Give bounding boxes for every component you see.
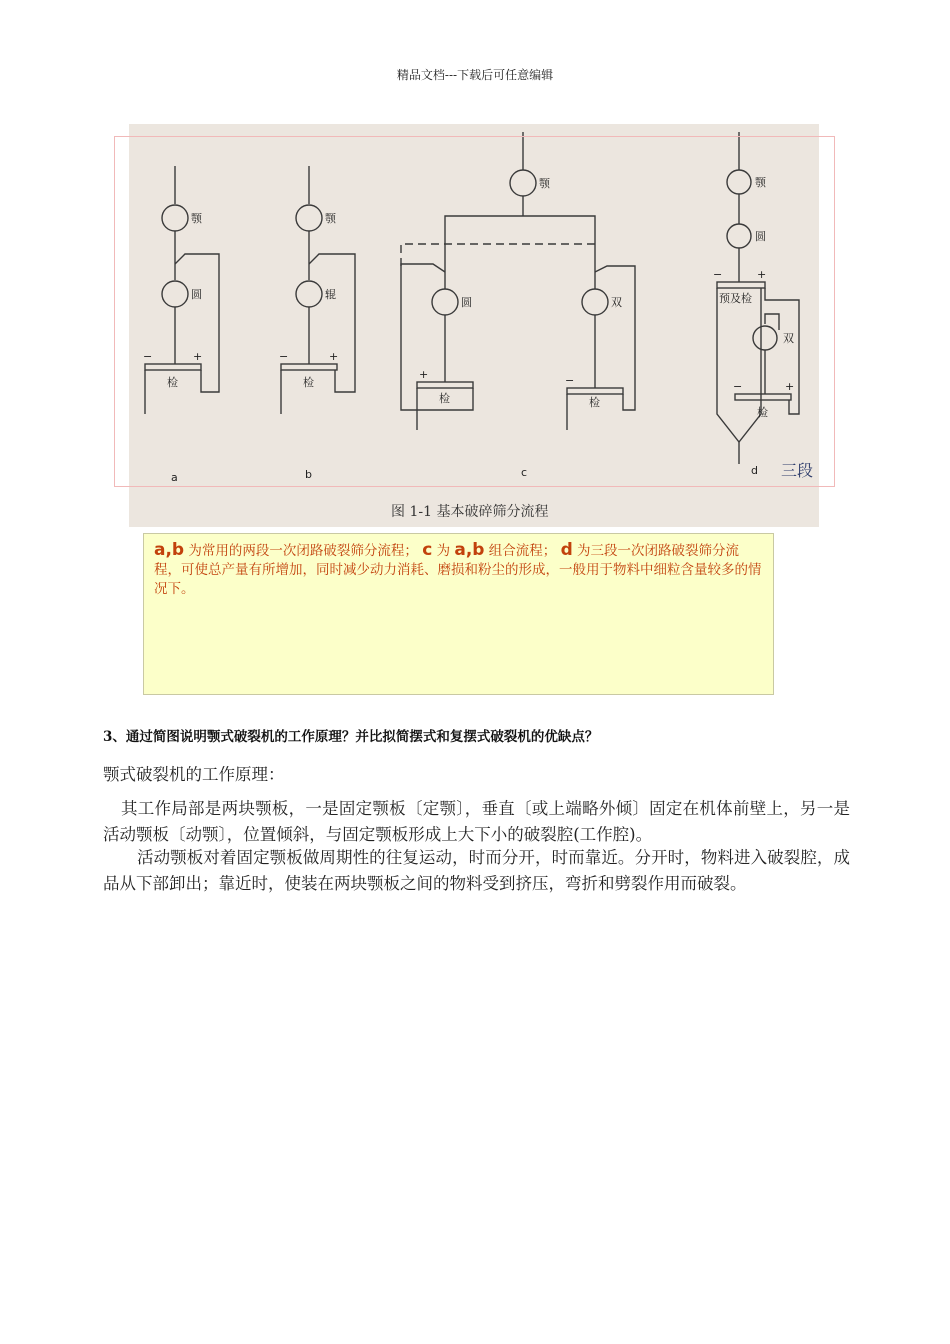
- panel-a: [143, 166, 219, 484]
- svg-text:+: +: [329, 350, 339, 363]
- paragraph-1: 其工作局部是两块颚板，一是固定颚板〔定颚〕，垂直〔或上端略外倾〕固定在机体前壁上，另一是活动颚板〔动颚〕，位置倾斜，与固定颚板形成上大下小的破裂腔(工作腔)。: [103, 799, 850, 844]
- node-jaw-a: 颚: [191, 212, 202, 225]
- svg-text:+: +: [785, 380, 795, 393]
- svg-text:−: −: [143, 350, 153, 363]
- flowchart-drawing: [129, 124, 819, 527]
- svg-text:−: −: [279, 350, 289, 363]
- node-prescreen-d: 预及检: [719, 292, 752, 305]
- node-double-c: 双: [611, 296, 622, 309]
- node-jaw-c: 颚: [539, 177, 550, 190]
- node-cone-d: 圆: [755, 230, 766, 243]
- node-screen-a: 检: [167, 376, 178, 389]
- node-cone-c: 圆: [461, 296, 472, 309]
- panel-b: [279, 166, 355, 481]
- svg-text:−: −: [733, 380, 743, 393]
- node-screen-c1: 检: [439, 392, 450, 405]
- svg-text:+: +: [419, 368, 429, 381]
- svg-text:−: −: [713, 268, 723, 281]
- figure-caption: 图 1-1 基本破碎筛分流程: [391, 504, 549, 520]
- node-screen-c2: 检: [589, 396, 600, 409]
- node-cone-a: 圆: [191, 288, 202, 301]
- page-header: 精品文档---下载后可任意编辑: [396, 68, 554, 82]
- svg-text:−: −: [565, 374, 575, 387]
- section-subtitle: 颚式破裂机的工作原理：: [103, 765, 285, 784]
- flowchart-figure: [129, 124, 819, 527]
- svg-text:+: +: [757, 268, 767, 281]
- node-jaw-b: 颚: [325, 212, 336, 225]
- panel-c: [401, 132, 635, 479]
- handwritten-note: 三段: [781, 461, 814, 480]
- svg-text:+: +: [193, 350, 203, 363]
- node-screen-b: 检: [303, 376, 314, 389]
- panel-label-c: c: [521, 466, 528, 479]
- panel-label-b: b: [305, 468, 312, 481]
- panel-label-a: a: [171, 471, 178, 484]
- panel-label-d: d: [751, 464, 758, 477]
- question-heading: 3、通过简图说明颚式破裂机的工作原理？并比拟简摆式和复摆式破裂机的优缺点？: [103, 729, 599, 745]
- node-screen-d: 检: [757, 406, 768, 419]
- panel-d: [713, 132, 813, 480]
- node-double-d: 双: [783, 332, 794, 345]
- node-roll-b: 辊: [325, 288, 336, 301]
- annotation-note: a,b 为常用的两段一次闭路破裂筛分流程； c 为 a,b 组合流程； d 为三段一次闭路破裂筛分流程，可使总产量有所增加，同时减少动力消耗、磨损和粉尘的形成，一般用于物料中细粒含量较多的情况下。: [143, 533, 774, 695]
- paragraph-2: 活动颚板对着固定颚板做周期性的往复运动，时而分开，时而靠近。分开时，物料进入破裂腔，成品从下部卸出；靠近时，使装在两块颚板之间的物料受到挤压，弯折和劈裂作用而破裂。: [103, 848, 850, 893]
- node-jaw-d: 颚: [755, 176, 766, 189]
